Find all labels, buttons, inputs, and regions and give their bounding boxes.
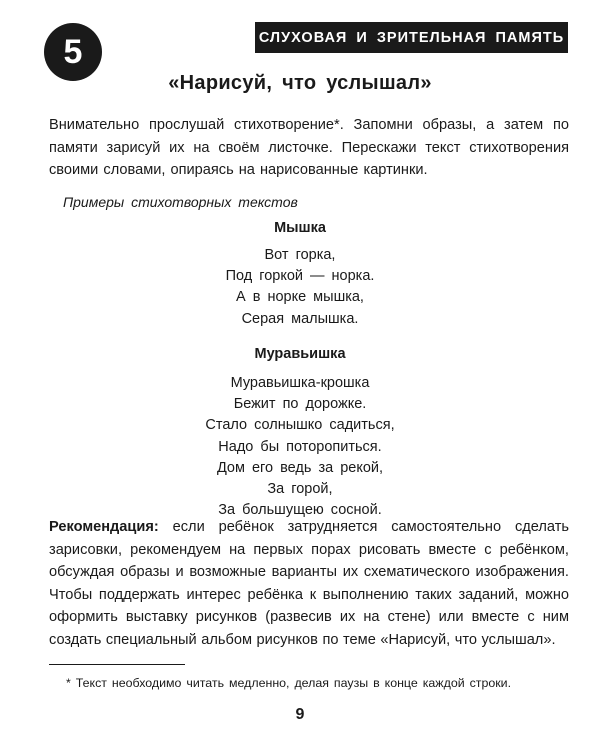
recommendation-paragraph [49, 516, 569, 651]
poem-line: Бежит по дорожке. [233, 396, 367, 413]
poem-ant [0, 344, 600, 521]
poem-line: Дом его ведь за рекой, [216, 459, 384, 476]
footnote-divider [49, 664, 185, 665]
poem-line: За большущею сосной. [218, 502, 382, 519]
section-title-bar: СЛУХОВАЯ И ЗРИТЕЛЬНАЯ ПАМЯТЬ [255, 22, 568, 53]
recommendation-text: если ребёнок затрудняется самостоятельно сделать зарисовки, рекомендуем на первых порах рисовать вместе с ребёнком, обсуждая образы и возможные варианты их схематического изображения. Чтобы поддержать интерес ребёнка к выполнению таких заданий, можно оформить выставку рисунков (развесив их на стене) или вместе с ним создать специальный альбом рисунков по теме «Нарисуй, что услышал». [49, 519, 569, 648]
poem-title: Муравьишка [254, 346, 346, 362]
poem-line: Вот горка, [264, 247, 336, 263]
page-title: «Нарисуй, что услышал» [168, 72, 432, 94]
examples-label: Примеры стихотворных текстов [63, 194, 298, 210]
poem-line: А в норке мышка, [236, 289, 364, 306]
intro-paragraph: Внимательно прослушай стихотворение*. Запомни образы, а затем по памяти зарисуй их на своём листочке. Перескажи текст стихотворения своими словами, опираясь на нарисованные картинки. [49, 117, 569, 178]
page-number: 9 [295, 706, 305, 723]
poem-line: Муравьишка-крошка [230, 375, 370, 391]
poem-line: Под горкой — норка. [225, 268, 375, 285]
recommendation-label: Рекомендация: [49, 519, 159, 535]
poem-line: Надо бы поторопиться. [218, 438, 382, 455]
poem-title: Мышка [274, 220, 326, 236]
poem-line: Стало солнышко садиться, [205, 417, 395, 434]
poem-mouse [0, 218, 600, 330]
lesson-number-badge: 5 [44, 23, 102, 81]
poem-line: За горой, [267, 481, 333, 498]
poem-line: Серая малышка. [241, 310, 359, 327]
footnote: * Текст необходимо читать медленно, делая паузы в конце каждой строки. [66, 676, 512, 690]
